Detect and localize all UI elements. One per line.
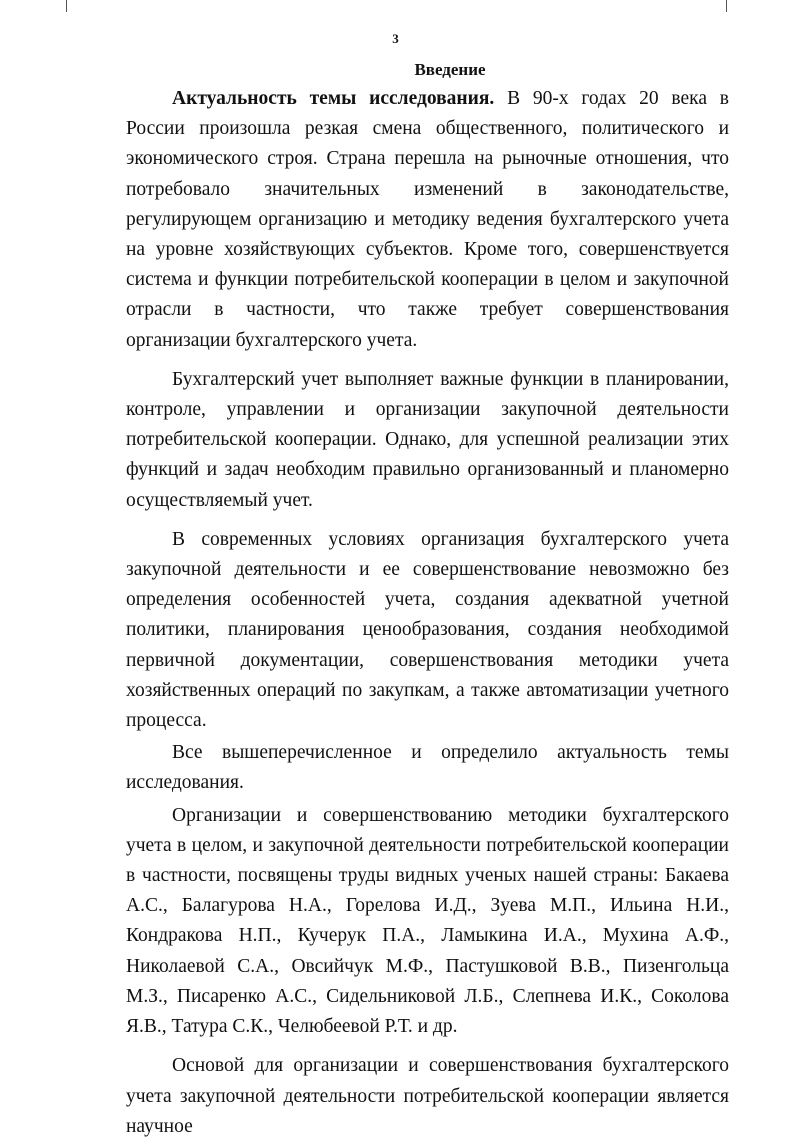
paragraph-1 xyxy=(126,84,729,356)
scan-mark-right xyxy=(726,0,727,12)
paragraph-1-text: В 90-х годах 20 века в России произошла резкая смена общественного, политического и экономического строя. Страна перешла на рыночные отношения, что потребовало значительных изменений в законодательстве, регулирующем организацию и методику ведения бухгалтерского учета на уровне хозяйствующих субъектов. Кроме того, совершенствуется система и функции потребительской кооперации в целом и закупочной отрасли в частности, что также требует совершенствования организации бухгалтерского учета. xyxy=(126,88,729,351)
page-title: Введение xyxy=(414,60,486,79)
paragraph-2: Бухгалтерский учет выполняет важные функции в планировании, контроле, управлении и организации закупочной деятельности потребительской кооперации. Однако, для успешной реализации этих функций и задач необходим правильно организованный и планомерно осуществляемый учет. xyxy=(126,368,729,511)
paragraph-lead: Актуальность темы исследования. xyxy=(172,88,495,109)
paragraph-6: Основой для организации и совершенствования бухгалтерского учета закупочной деятельности потребительской кооперации является научное xyxy=(126,1055,729,1137)
page-number: 3 xyxy=(392,31,399,46)
paragraph-4: Все вышеперечисленное и определило актуальность темы исследования. xyxy=(126,742,729,794)
paragraph-3: В современных условиях организация бухгалтерского учета закупочной деятельности и ее совершенствование невозможно без определения особенностей учета, создания адекватной учетной политики, планирования ценообразования, создания необходимой первичной документации, совершенствования методики учета хозяйственных операций по закупкам, а также автоматизации учетного процесса. xyxy=(126,528,729,732)
document-body xyxy=(126,84,729,1142)
scan-mark-left xyxy=(66,0,67,12)
paragraph-5: Организации и совершенствованию методики бухгалтерского учета в целом, и закупочной деятельности потребительской кооперации в частности, посвящены труды видных ученых нашей страны: Бакаева А.С., Балагурова Н.А., Горелова И.Д., Зуева М.П., Ильина Н.И., Кондракова Н.П., Кучерук П.А., Ламыкина И.А., Мухина А.Ф., Николаевой С.А., Овсийчук М.Ф., Пастушковой В.В., Пизенгольца М.З., Писаренко А.С., Сидельниковой Л.Б., Слепнева И.К., Соколова Я.В., Татура С.К., Челюбеевой Р.Т. и др. xyxy=(126,804,729,1038)
